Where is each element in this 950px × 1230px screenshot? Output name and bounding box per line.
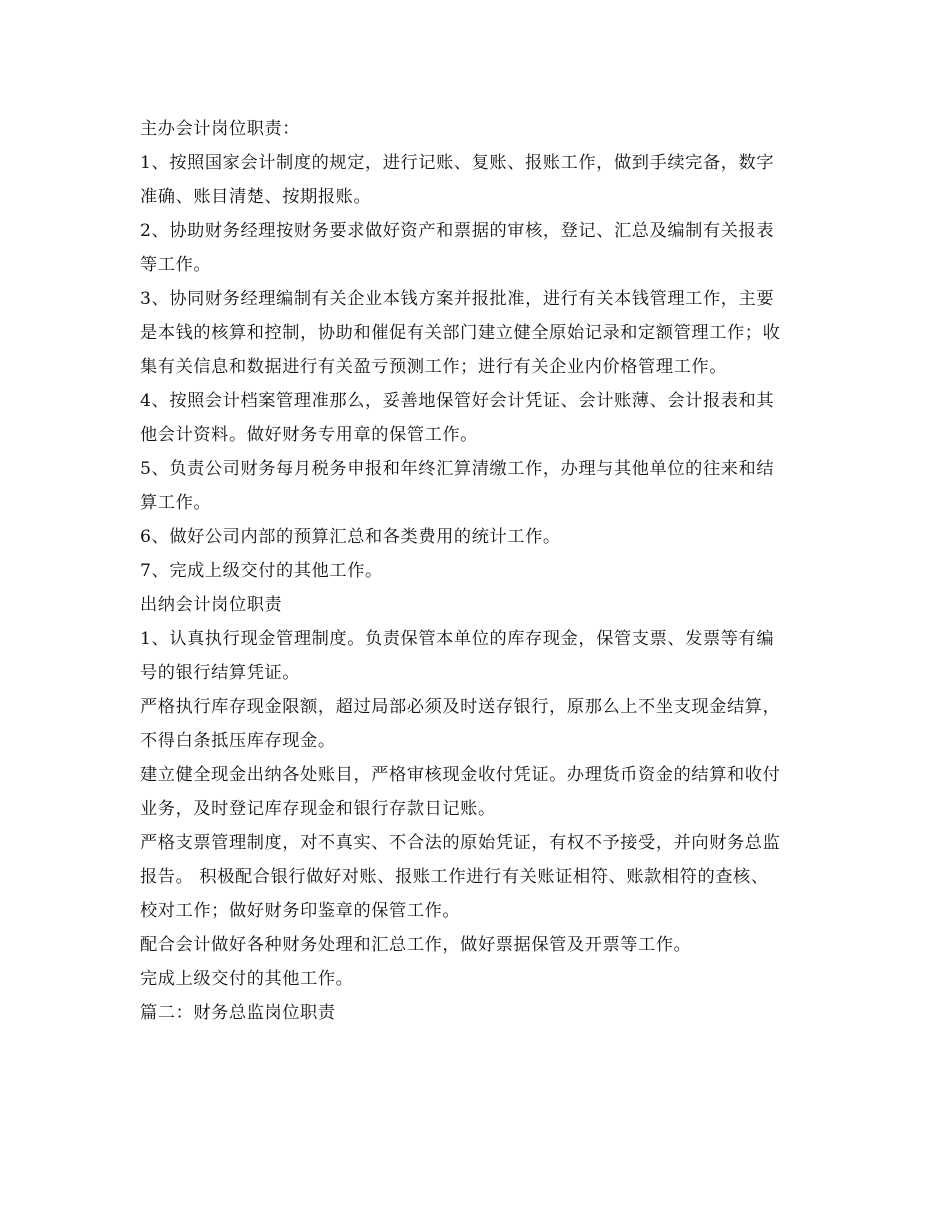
paragraph-line: 2、协助财务经理按财务要求做好资产和票据的审核，登记、汇总及编制有关报表 bbox=[140, 221, 775, 241]
document-body bbox=[140, 112, 815, 1030]
paragraph-line: 1、认真执行现金管理制度。负责保管本单位的库存现金，保管支票、发票等有编 bbox=[140, 629, 775, 649]
paragraph-line: 7、完成上级交付的其他工作。 bbox=[140, 561, 383, 581]
paragraph bbox=[140, 554, 815, 588]
paragraph-line: 3、协同财务经理编制有关企业本钱方案并报批准，进行有关本钱管理工作，主要 bbox=[140, 289, 775, 309]
paragraph bbox=[140, 282, 815, 384]
paragraph bbox=[140, 690, 815, 758]
paragraph-line: 准确、账目清楚、按期报账。 bbox=[140, 187, 372, 207]
paragraph-line: 算工作。 bbox=[140, 493, 212, 513]
paragraph-line: 集有关信息和数据进行有关盈亏预测工作；进行有关企业内价格管理工作。 bbox=[140, 357, 727, 377]
paragraph bbox=[140, 214, 815, 282]
paragraph bbox=[140, 146, 815, 214]
section-heading: 主办会计岗位职责： bbox=[140, 119, 301, 139]
paragraph-line: 校对工作；做好财务印鉴章的保管工作。 bbox=[140, 901, 461, 921]
paragraph bbox=[140, 622, 815, 690]
paragraph-line: 是本钱的核算和控制，协助和催促有关部门建立健全原始记录和定额管理工作；收 bbox=[140, 323, 781, 343]
section-heading: 篇二：财务总监岗位职责 bbox=[140, 1003, 336, 1023]
paragraph bbox=[140, 928, 815, 962]
paragraph-line: 6、做好公司内部的预算汇总和各类费用的统计工作。 bbox=[140, 527, 561, 547]
paragraph bbox=[140, 452, 815, 520]
paragraph-line: 完成上级交付的其他工作。 bbox=[140, 969, 354, 989]
paragraph bbox=[140, 520, 815, 554]
paragraph-line: 等工作。 bbox=[140, 255, 212, 275]
paragraph-line: 严格支票管理制度，对不真实、不合法的原始凭证，有权不予接受，并向财务总监 bbox=[140, 833, 781, 853]
paragraph-line: 1、按照国家会计制度的规定，进行记账、复账、报账工作，做到手续完备，数字 bbox=[140, 153, 775, 173]
paragraph bbox=[140, 826, 815, 928]
paragraph-line: 建立健全现金出纳各处账目，严格审核现金收付凭证。办理货币资金的结算和收付 bbox=[140, 765, 781, 785]
paragraph-line: 5、负责公司财务每月税务申报和年终汇算清缴工作，办理与其他单位的往来和结 bbox=[140, 459, 775, 479]
paragraph-line: 配合会计做好各种财务处理和汇总工作，做好票据保管及开票等工作。 bbox=[140, 935, 692, 955]
paragraph-line: 业务，及时登记库存现金和银行存款日记账。 bbox=[140, 799, 496, 819]
paragraph-line: 号的银行结算凭证。 bbox=[140, 663, 301, 683]
paragraph bbox=[140, 384, 815, 452]
paragraph-line: 严格执行库存现金限额，超过局部必须及时送存银行，原那么上不坐支现金结算， bbox=[140, 697, 781, 717]
paragraph-line: 报告。 积极配合银行做好对账、报账工作进行有关账证相符、账款相符的查核、 bbox=[140, 867, 769, 887]
paragraph bbox=[140, 962, 815, 996]
paragraph-line: 不得白条抵压库存现金。 bbox=[140, 731, 336, 751]
paragraph-line: 他会计资料。做好财务专用章的保管工作。 bbox=[140, 425, 478, 445]
paragraph bbox=[140, 758, 815, 826]
section-heading: 出纳会计岗位职责 bbox=[140, 595, 283, 615]
paragraph-line: 4、按照会计档案管理准那么，妥善地保管好会计凭证、会计账薄、会计报表和其 bbox=[140, 391, 775, 411]
